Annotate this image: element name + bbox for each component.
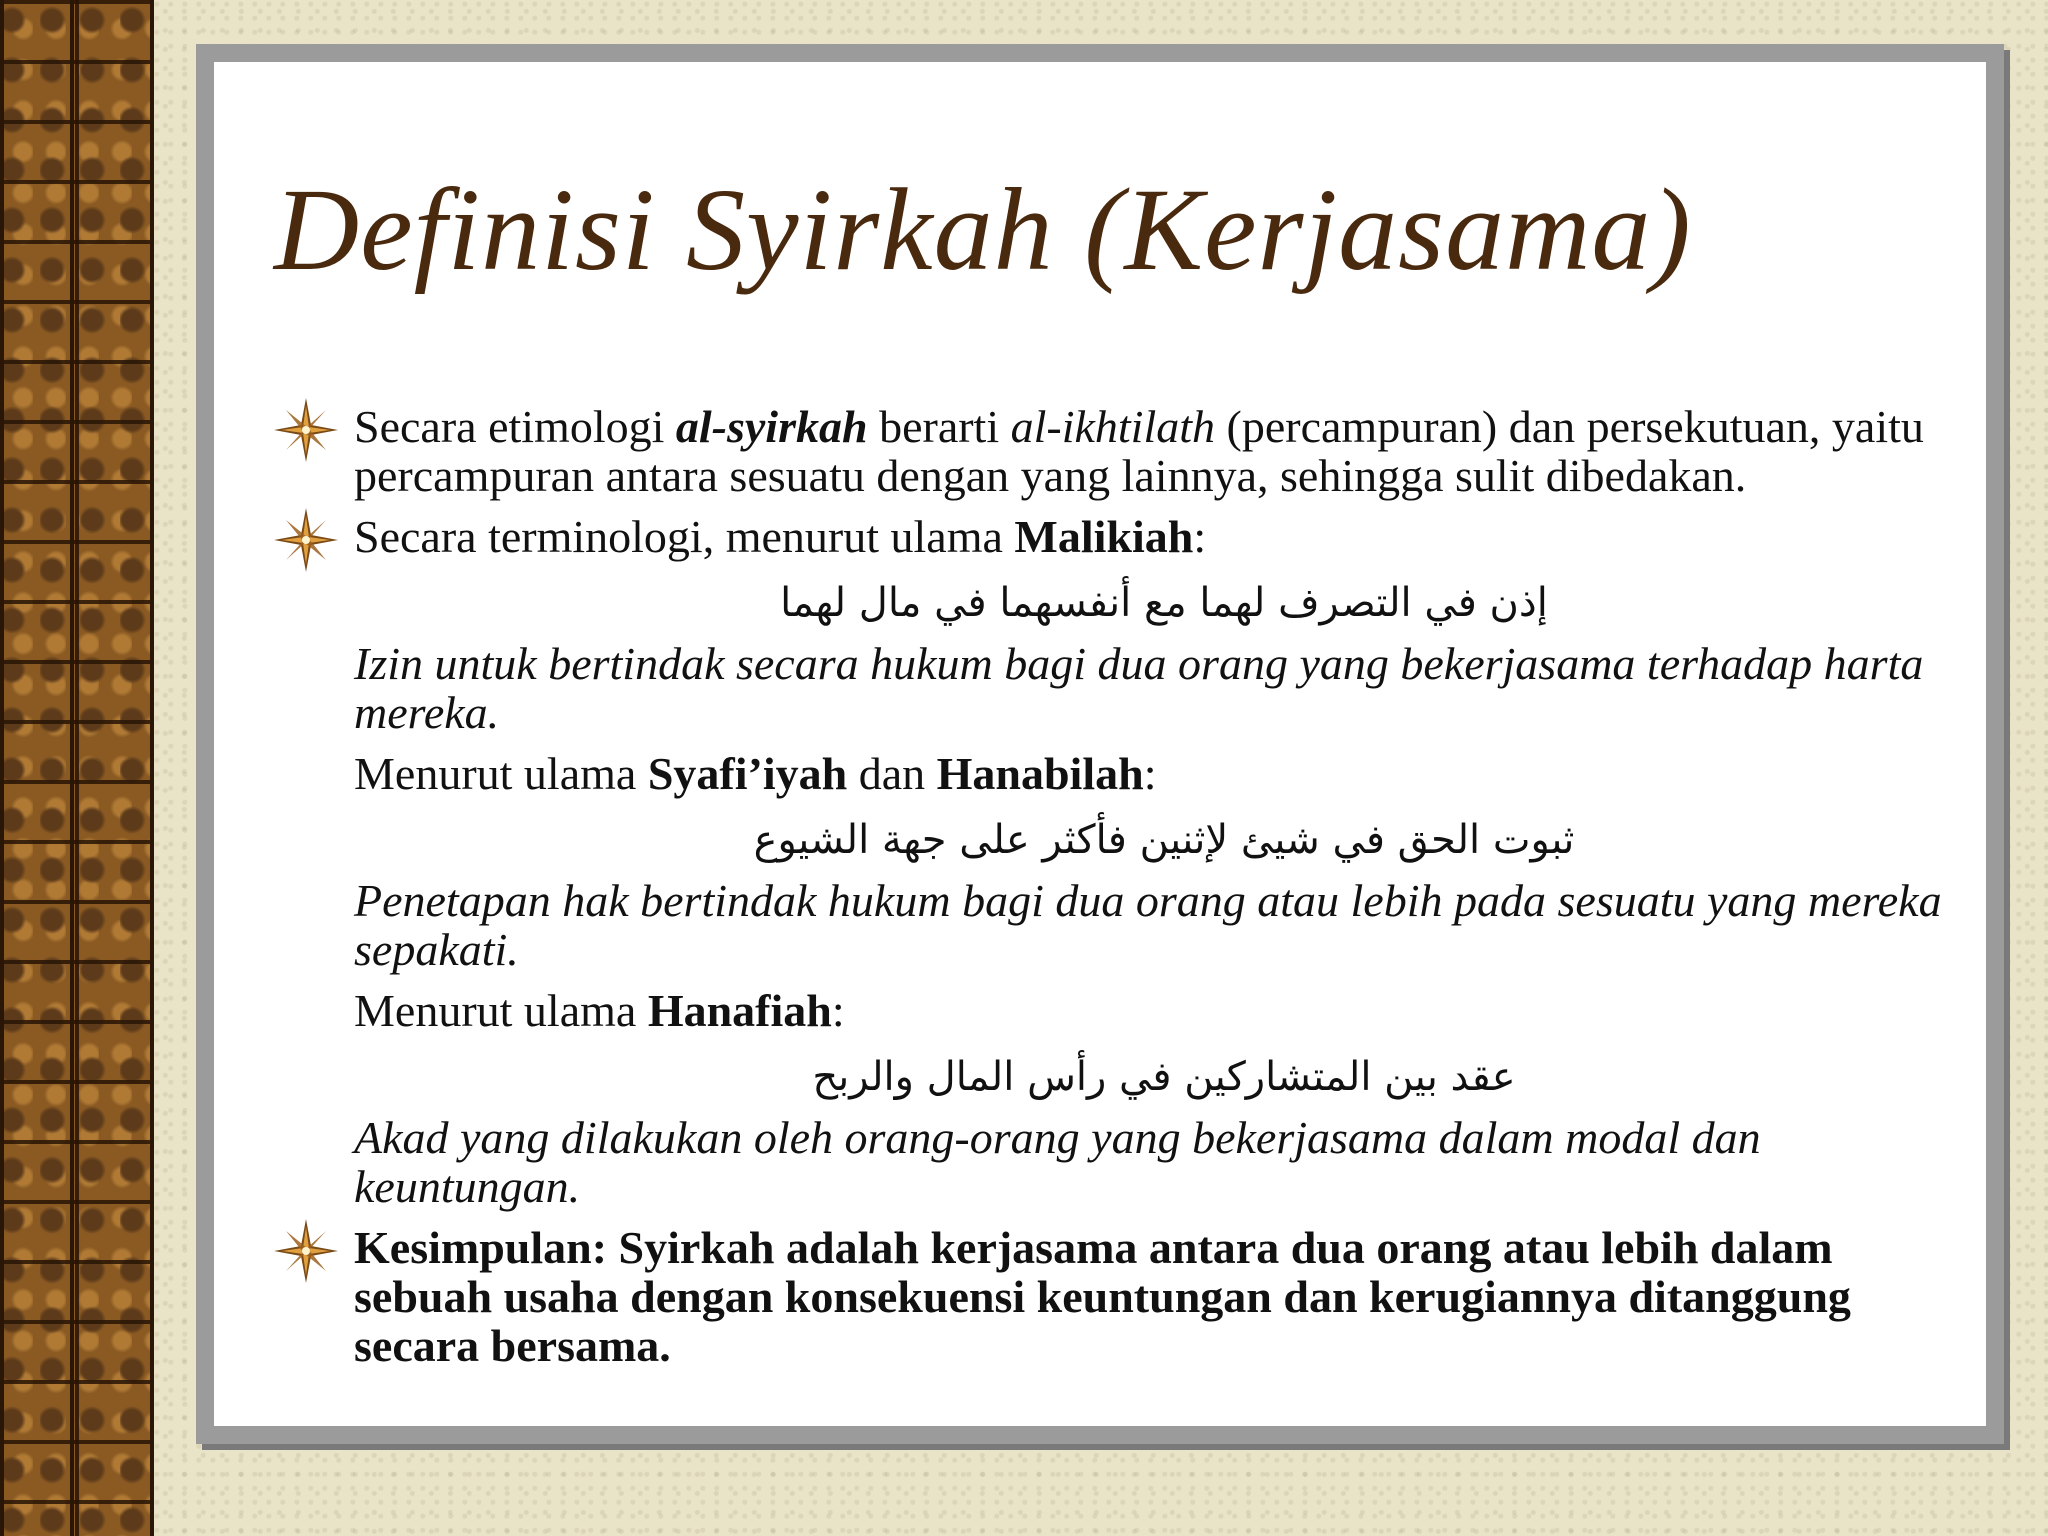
arabic-definition-malikiah: إذن في التصرف لهما مع أنفسهما في مال لهما bbox=[780, 580, 1548, 626]
bullet-text: (percampuran) dan persekutuan, yaitu percampuran antara sesuatu dengan yang lainnya, sehingga sulit dibedakan. bbox=[354, 401, 1924, 501]
text: dan bbox=[847, 748, 937, 799]
translation-syafiiyah: Penetapan hak bertindak hukum bagi dua orang atau lebih pada sesuatu yang mereka sepakati. bbox=[354, 875, 1942, 975]
term-hanafiah: Hanafiah bbox=[647, 985, 832, 1036]
slide-frame bbox=[196, 44, 2004, 1444]
text: : bbox=[1143, 748, 1157, 799]
term-malikiah: Malikiah bbox=[1014, 511, 1194, 562]
slide bbox=[214, 62, 1986, 1426]
translation-hanafiah: Akad yang dilakukan oleh orang-orang yang bekerjasama dalam modal dan keuntungan. bbox=[354, 1112, 1761, 1212]
term-al-ikhtilath: al-ikhtilath bbox=[1010, 401, 1216, 452]
text: : bbox=[831, 985, 845, 1036]
text: Menurut ulama bbox=[354, 985, 648, 1036]
slide-content bbox=[274, 402, 1974, 1382]
term-hanabilah: Hanabilah bbox=[936, 748, 1144, 799]
bullet-conclusion bbox=[274, 1223, 1974, 1370]
arabic-definition-hanafiah: عقد بين المتشاركين في رأس المال والربح bbox=[812, 1054, 1516, 1100]
strip-divider bbox=[0, 0, 4, 1536]
bullet-terminologi bbox=[274, 512, 1974, 561]
bullet-text: : bbox=[1193, 511, 1207, 562]
conclusion-text: Kesimpulan: Syirkah adalah kerjasama antara dua orang atau lebih dalam sebuah usaha dengan konsekuensi keuntungan dan kerugiannya ditanggung secara bersama. bbox=[354, 1222, 1851, 1371]
bullet-text: Secara etimologi bbox=[354, 401, 676, 452]
bullet-text: Secara terminologi, menurut ulama bbox=[354, 511, 1015, 562]
translation-malikiah: Izin untuk bertindak secara hukum bagi dua orang yang bekerjasama terhadap harta mereka. bbox=[354, 638, 1924, 738]
strip-divider bbox=[70, 0, 74, 1536]
slide-title: Definisi Syirkah (Kerjasama) bbox=[274, 164, 1692, 295]
term-syafiiyah: Syafi’iyah bbox=[647, 748, 848, 799]
text: Menurut ulama bbox=[354, 748, 648, 799]
compass-star-icon bbox=[274, 1219, 338, 1283]
heading-syafiiyah-hanabilah bbox=[274, 749, 1974, 798]
heading-hanafiah bbox=[274, 986, 1974, 1035]
decorative-side-strip bbox=[0, 0, 154, 1536]
compass-star-icon bbox=[274, 508, 338, 572]
bullet-etimologi bbox=[274, 402, 1974, 500]
arabic-definition-syafiiyah: ثبوت الحق في شيئ لإثنين فأكثر على جهة الشيوع bbox=[753, 817, 1575, 863]
compass-star-icon bbox=[274, 398, 338, 462]
term-al-syirkah: al-syirkah bbox=[675, 401, 868, 452]
bullet-text: berarti bbox=[867, 401, 1011, 452]
